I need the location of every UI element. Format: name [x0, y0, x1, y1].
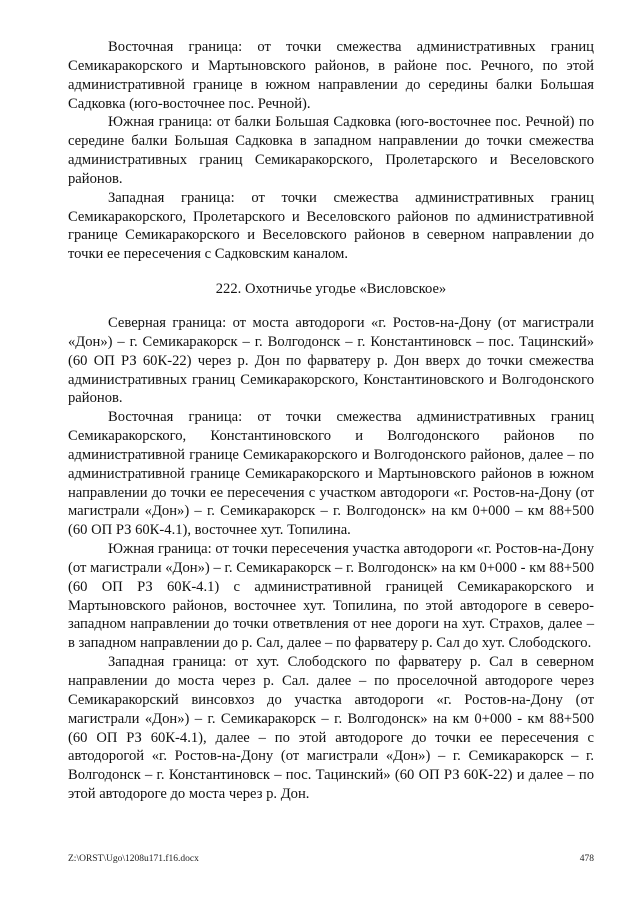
- paragraph-east-border-prev: Восточная граница: от точки смежества административных границ Семикаракорского и Мартыновского районов, в районе пос. Речного, по этой административной границе в южном направлении до середины балки Большая Садковка (юго-восточнее пос. Речной).: [68, 39, 594, 112]
- footer-file-path: Z:\ORST\Ugo\1208u171.f16.docx: [68, 854, 199, 864]
- paragraph-south-border-prev: Южная граница: от балки Большая Садковка (юго-восточнее пос. Речной) по середине балки Большая Садковка в западном направлении до точки смежества административных границ Семикаракорского, Пролетарского и Веселовского районов.: [68, 114, 594, 187]
- paragraph-west-border: Западная граница: от хут. Слободского по фарватеру р. Сал в северном направлении до моста через р. Сал. далее – по проселочной автодороге через Семикаракорский винсовхоз до участка автодороги «г. Ростов-на-Дону (от магистрали «Дон») – г. Семикаракорск – г. Волгодонск» на км 0+000 - км 88+500 (60 ОП РЗ 60К-4.1), далее – по этой автодороге до точки ее пересечения с автодорогой «г. Ростов-на-Дону (от магистрали «Дон») – г. Семикаракорск – г. Волгодонск – г. Константиновск – пос. Тацинский» (60 ОП РЗ 60К-22) и далее – по этой автодороге до моста через р. Дон.: [68, 654, 594, 803]
- paragraph-north-border: Северная граница: от моста автодороги «г. Ростов-на-Дону (от магистрали «Дон») – г. Семикаракорск – г. Волгодонск – г. Константиновск – пос. Тацинский» (60 ОП РЗ 60К-22) через р. Дон по фарватеру р. Дон вверх до точки смежества административных границ Семикаракорского, Константиновского и Волгодонского районов.: [68, 314, 594, 407]
- paragraph-south-border: Южная граница: от точки пересечения участка автодороги «г. Ростов-на-Дону (от магистрали «Дон») – г. Семикаракорск – г. Волгодонск» на км 0+000 - км 88+500 (60 ОП РЗ 60К-4.1) с административной границей Семикаракорского и Мартыновского районов, восточнее хут. Топилина, по этой автодороге в северо-западном направлении до точки ответвления от нее дороги на хут. Страхов, далее – в западном направлении до р. Сал, далее – по фарватеру р. Сал до хут. Слободского.: [68, 541, 594, 652]
- section-heading: 222. Охотничье угодье «Висловское»: [215, 281, 447, 298]
- document-body: [68, 38, 594, 804]
- paragraph-east-border: Восточная граница: от точки смежества административных границ Семикаракорского, Константиновского и Волгодонского районов по административной границе Семикаракорского и Волгодонского районов, далее – по административной границе Семикаракорского и Мартыновского районов в южном направлении до точки ее пересечения с участком автодороги «г. Ростов-на-Дону (от магистрали «Дон») – г. Семикаракорск – г. Волгодонск» на км 0+000 – км 88+500 (60 ОП РЗ 60К-4.1), восточнее хут. Топилина.: [68, 409, 594, 539]
- footer-page-number: 478: [579, 854, 594, 864]
- paragraph-west-border-prev: Западная граница: от точки смежества административных границ Семикаракорского, Пролетарского и Веселовского районов по административной границе Семикаракорского и Веселовского районов в северном направлении до точки ее пересечения с Садковским каналом.: [68, 189, 594, 263]
